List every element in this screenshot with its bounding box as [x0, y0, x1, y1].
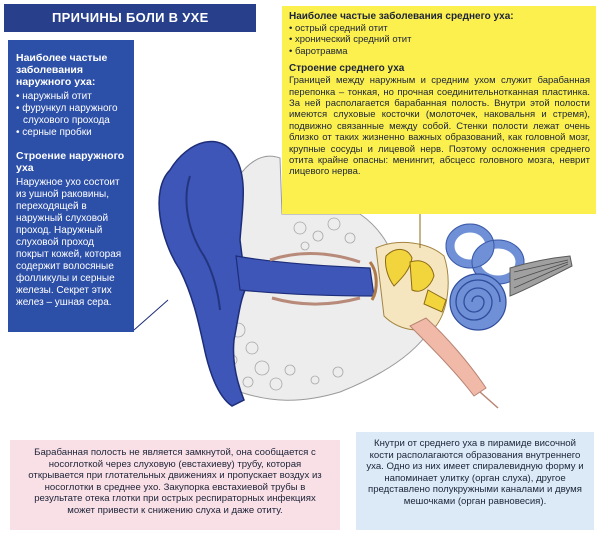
list-item: • фурункул наружного слухового прохода — [16, 103, 128, 127]
outer-ear-structure-text: Наружное ухо состоит из ушной раковины, переходящей в наружный слуховой проход. Наружный слуховой проход покрыт кожей, которая содержит волосяные фолликулы и серные железы. Секрет этих желез – ушная сера. — [16, 177, 122, 308]
outer-ear-panel — [8, 40, 134, 332]
outer-ear-diseases-list — [16, 91, 128, 139]
inner-ear-note: Кнутри от среднего уха в пирамиде височной кости располагаются образования внутреннего уха. Одно из них имеет спиралевидную форму и напоминает улитку (орган слуха), другое представлено полукружными каналами и двумя мешочками (орган равновесия). — [356, 432, 594, 530]
pointer-outer-ear — [134, 300, 168, 330]
list-item: • серные пробки — [16, 127, 128, 139]
middle-ear-structure-heading: Строение среднего уха — [289, 63, 405, 75]
eustachian-tube-note: Барабанная полость не является замкнутой, она сообщается с носоглоткой через слуховую (евстахиеву) трубу, которая открывается при глотательных движениях и пропускает воздух из носоглотки в среднее ухо. Закупорка евстахиевой трубы в результате отека глотки при острых респираторных инфекциях может привести к снижению слуха и даже отиту. — [10, 440, 340, 530]
outer-ear-structure-heading: Строение наружного уха — [16, 150, 125, 174]
list-item: • баротравма — [289, 46, 590, 57]
middle-ear-diseases-heading: Наиболее частые заболевания среднего уха: — [289, 11, 514, 22]
page-title: ПРИЧИНЫ БОЛИ В УХЕ — [4, 4, 256, 32]
auricle — [159, 141, 246, 406]
list-item: • хронический средний отит — [289, 34, 590, 45]
middle-ear-panel — [282, 6, 596, 214]
middle-ear-structure-text: Границей между наружным и средним ухом служит барабанная перепонка – тонкая, но прочная соединительнотканная пластинка. За ней располагается барабанная полость. Внутри этой полости имеются слуховые косточки (молоточек, наковальня и стремя), подвижно связанные между собой. Стенки полости лежат очень близко от таких жизненно важных образований, как головной мозг, крупные сосуды и лицевой нерв. Поэтому осложнения среднего отита крайне опасны: менингит, абсцесс головного мозга, неврит лицевого нерва. — [289, 75, 590, 178]
list-item: • острый средний отит — [289, 23, 590, 34]
list-item: • наружный отит — [16, 91, 128, 103]
cochlea — [450, 274, 506, 330]
outer-ear-diseases-heading: Наиболее частые заболевания наружного уха: — [16, 52, 108, 88]
middle-ear-diseases-list — [289, 23, 590, 57]
eustachian-tube-pointer — [480, 392, 498, 408]
